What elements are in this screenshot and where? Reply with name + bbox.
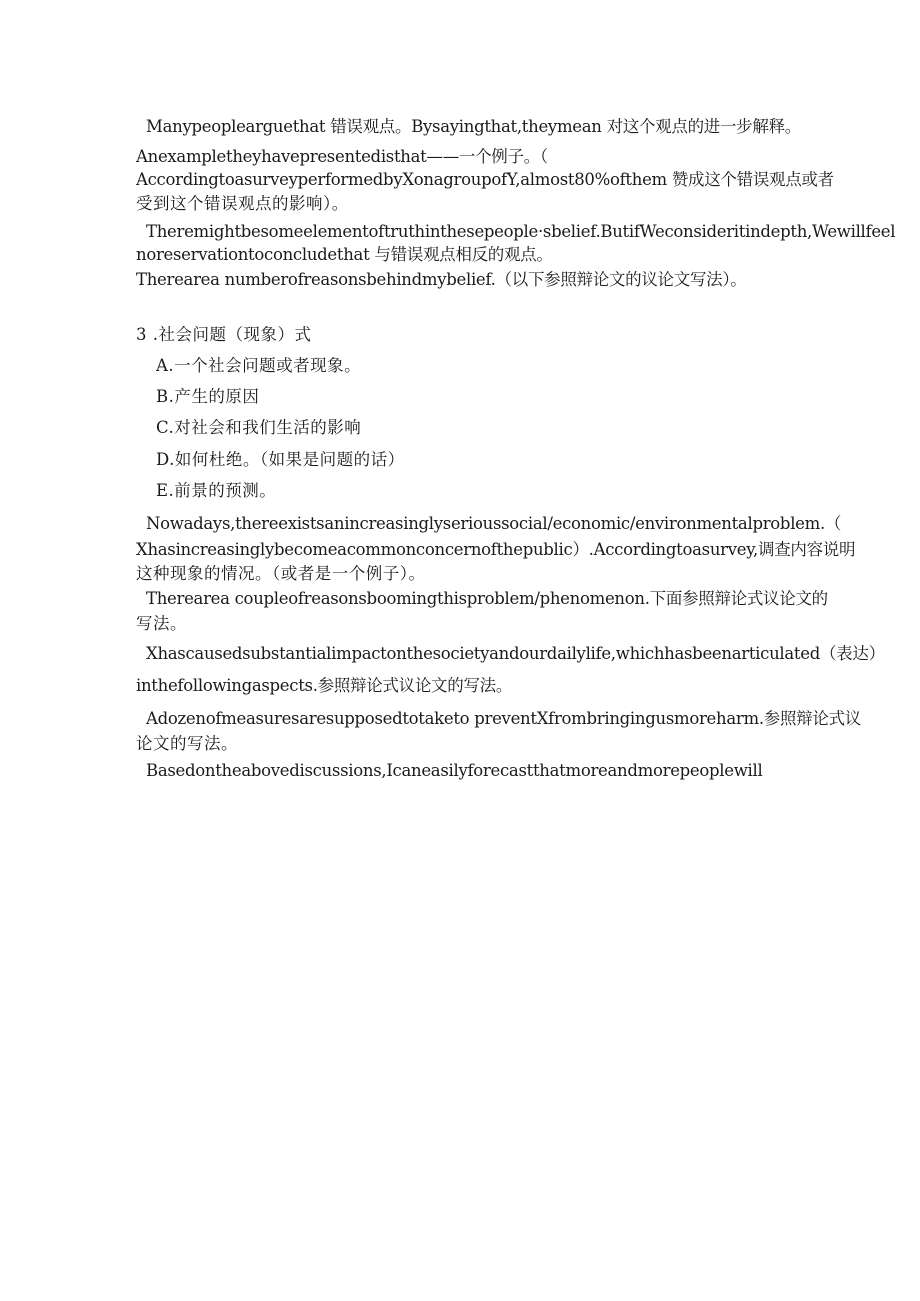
paragraph-line: AccordingtoasurveyperformedbyXonagroupofY,almost80%ofthem 赞成这个错误观点或者 — [136, 170, 834, 189]
paragraph-line: noreservationtoconcludethat 与错误观点相反的观点。 — [136, 245, 553, 264]
list-item: C.对社会和我们生活的影响 — [156, 418, 362, 437]
paragraph-line: Anexampletheyhavepresentedisthat——一个例子。（ — [136, 147, 548, 166]
paragraph-line: Manypeoplearguethat 错误观点。Bysayingthat,theymean 对这个观点的进一步解释。 — [146, 117, 801, 136]
paragraph-line: 受到这个错误观点的影响）。 — [136, 194, 349, 213]
paragraph-line: Therearea coupleofreasonsboomingthisproblem/phenomenon.下面参照辩论式议论文的 — [146, 589, 828, 608]
paragraph-line: Xhascausedsubstantialimpactonthesocietyandourdailylife,whichhasbeenarticulated（表达） — [146, 644, 885, 663]
list-item: A.一个社会问题或者现象。 — [156, 356, 362, 375]
paragraph-line: Therearea numberofreasonsbehindmybelief.（以下参照辩论文的议论文写法）。 — [136, 270, 747, 289]
paragraph-line: 论文的写法。 — [136, 734, 238, 753]
paragraph-line: 这种现象的情况。（或者是一个例子）。 — [136, 564, 426, 583]
paragraph-line: Xhasincreasinglybecomeacommonconcernofthepublic）.Accordingtoasurvey,调查内容说明 — [136, 540, 856, 559]
list-item: D.如何杜绝。（如果是问题的话） — [156, 450, 405, 469]
list-item: E.前景的预测。 — [156, 481, 277, 500]
paragraph-line: Nowadays,thereexistsanincreasinglyserioussocial/economic/environmentalproblem.（ — [146, 514, 842, 533]
list-item: B.产生的原因 — [156, 387, 260, 406]
section-heading: 3 .社会问题（现象）式 — [136, 325, 312, 344]
paragraph-line: 写法。 — [136, 614, 187, 633]
paragraph-line: inthefollowingaspects.参照辩论式议论文的写法。 — [136, 676, 513, 695]
paragraph-line: Theremightbesomeelementoftruthinthesepeople·sbelief.ButifWeconsideritindepth,Wewillfeel — [146, 222, 896, 241]
paragraph-line: Basedontheabovediscussions,Icaneasilyforecastthatmoreandmorepeoplewill — [146, 761, 763, 780]
paragraph-line: Adozenofmeasuresaresupposedtotaketo preventXfrombringingusmoreharm.参照辩论式议 — [146, 709, 861, 728]
